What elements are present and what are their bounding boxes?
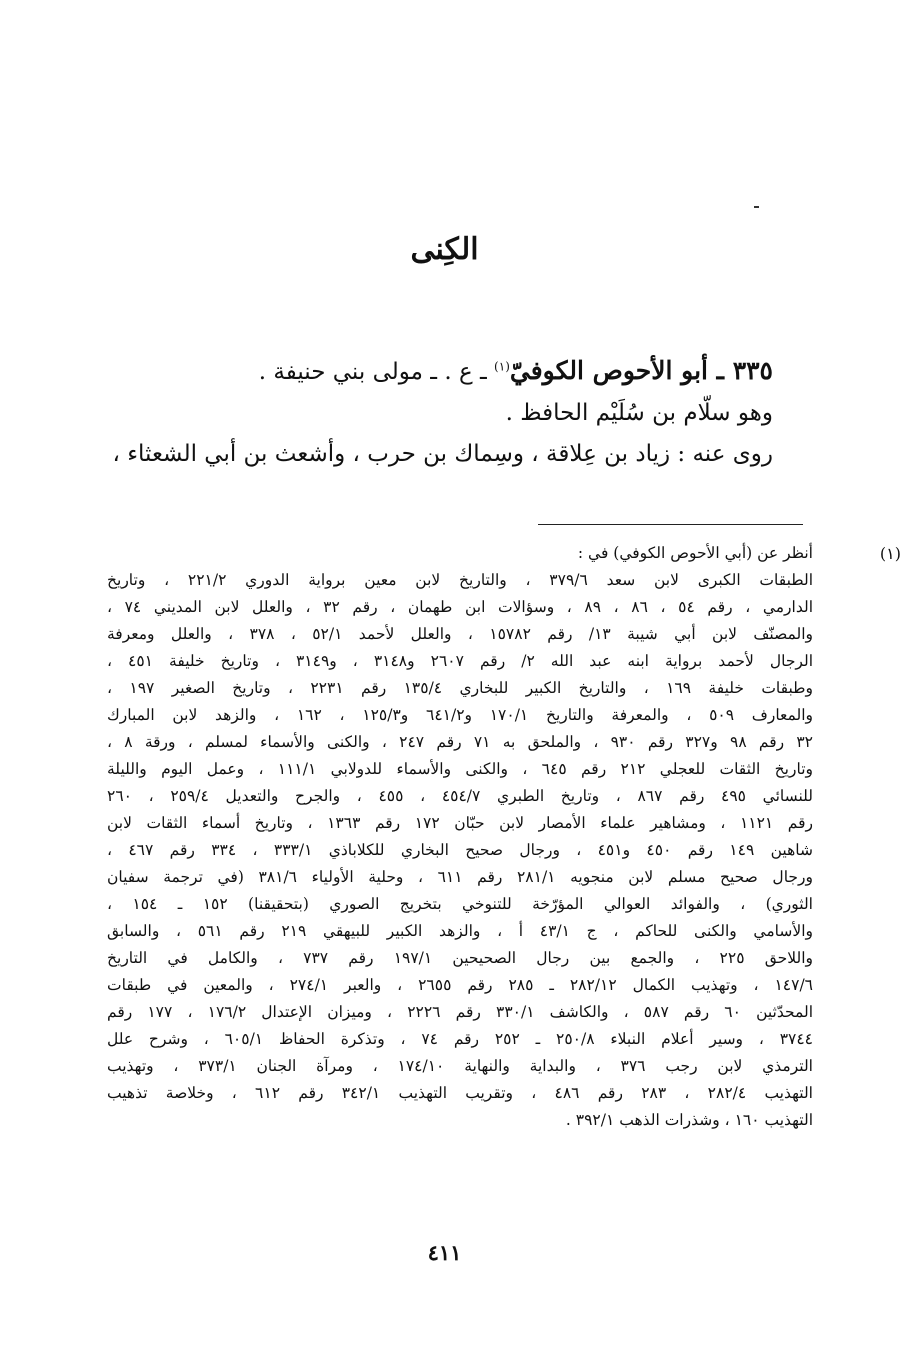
footnote-line: أنظر عن (أبي الأحوص الكوفي) في :: [577, 544, 813, 562]
footnote-line: والأسامي والكنى للحاكم ، ج ٤٣/١ أ ، والزهد الكبير للبيهقي ٢١٩ رقم ٥٦١ ، والسابق: [107, 922, 813, 940]
chapter-title: الكِنى: [410, 232, 479, 267]
footnote-line: المحدّثين ٦٠ رقم ٥٨٧ ، والكاشف ٣٣٠/١ رقم ٢٢٢٦ ، وميزان الإعتدال ١٧٦/٢ ، ١٧٧ رقم: [107, 1003, 813, 1021]
entry-heading-line: [133, 350, 773, 393]
footnote-line: الطبقات الكبرى لابن سعد ٣٧٩/٦ ، والتاريخ لابن معين برواية الدوري ٢٢١/٢ ، وتاريخ: [107, 571, 813, 589]
footnote-line: وتاريخ الثقات للعجلي ٢١٢ رقم ٦٤٥ ، والكنى والأسماء للدولابي ١١١/١ ، وعمل اليوم والليلة: [107, 760, 813, 778]
footnote-line: الترمذي لابن رجب ٣٧٦ ، والبداية والنهاية ١٧٤/١٠ ، ومرآة الجنان ٣٧٣/١ ، وتهذيب: [107, 1057, 813, 1075]
entry-line-3: روى عنه : زياد بن عِلاقة ، وسِماك بن حرب ، وأشعث بن أبي الشعثاء ،: [112, 441, 773, 467]
footnote-reference[interactable]: (١): [494, 359, 510, 374]
footnote-line: الثوري) ، والفوائد العوالي المؤرّخة للتنوخي بتخريج الصوري (بتحقيقنا) ١٥٢ ـ ١٥٤ ،: [107, 895, 813, 913]
footnote-line: التهذيب ٢٨٢/٤ ، ٢٨٣ رقم ٤٨٦ ، وتقريب التهذيب ٣٤٢/١ رقم ٦١٢ ، وخلاصة تذهيب: [107, 1084, 813, 1102]
footnote-line: والمعارف ٥٠٩ ، والمعرفة والتاريخ ١٧٠/١ و٦٤١/٢ و١٢٥/٣ ، ١٦٢ ، والزهد لابن المبارك: [107, 706, 813, 724]
entry-heading: ٣٣٥ ـ أبو الأحوص الكوفيّ: [509, 356, 773, 385]
footnote-separator: [538, 524, 803, 525]
stray-ink-mark: [754, 206, 759, 208]
footnote-line: ورجال صحيح مسلم لابن منجويه ٢٨١/١ رقم ٦١١ ، وحلية الأولياء ٣٨١/٦ (في ترجمة سفيان: [107, 868, 813, 886]
footnote-line: واللاحق ٢٢٥ ، والجمع بين رجال الصحيحين ١٩٧/١ رقم ٧٣٧ ، والكامل في التاريخ: [107, 949, 813, 967]
footnote-line: شاهين ١٤٩ رقم ٤٥٠ و٤٥١ ، ورجال صحيح البخاري للكلاباذي ٣٣٣/١ ، ٣٣٤ رقم ٤٦٧ ،: [107, 841, 813, 859]
entry-heading-rest: ـ ع . ـ مولى بني حنيفة .: [258, 359, 495, 385]
footnote-line: الرجال لأحمد برواية ابنه عبد الله ٢/ رقم ٢٦٠٧ و٣١٤٨ ، و٣١٤٩ ، وتاريخ خليفة ٤٥١ ،: [107, 652, 813, 670]
footnote-block: [107, 540, 901, 1134]
footnote-line: ٣٧٤٤ ، وسير أعلام النبلاء ٢٥٠/٨ ـ ٢٥٢ رقم ٧٤ ، وتذكرة الحفاظ ٦٠٥/١ ، وشرح علل: [107, 1030, 813, 1048]
page-number: ٤١١: [427, 1240, 462, 1265]
footnote-line: والمصنّف لابن أبي شيبة ١٣/ رقم ١٥٧٨٢ ، والعلل لأحمد ٥٢/١ ، ٣٧٨ ، والعلل ومعرفة: [107, 625, 813, 643]
footnote-line: وطبقات خليفة ١٦٩ ، والتاريخ الكبير للبخاري ١٣٥/٤ رقم ٢٢٣١ ، وتاريخ الصغير ١٩٧ ،: [107, 679, 813, 697]
footnote-line: رقم ١١٢١ ، ومشاهير علماء الأمصار لابن حبّان ١٧٢ رقم ١٣٦٣ ، وتاريخ أسماء الثقات لابن: [107, 814, 813, 832]
footnote-line: التهذيب ١٦٠ ، وشذرات الذهب ٣٩٢/١ .: [565, 1111, 813, 1129]
footnote-number: (١): [879, 544, 901, 563]
footnote-line: ٣٢ رقم ٩٨ و٣٢٧ رقم ٩٣٠ ، والملحق به ٧١ رقم ٢٤٧ ، والكنى والأسماء لمسلم ، ورقة ٨ ،: [107, 733, 813, 751]
footnote-lines: [107, 540, 813, 1134]
biography-entry: [112, 350, 773, 475]
footnote-line: للنسائي ٤٩٥ رقم ٨٦٧ ، وتاريخ الطبري ٤٥٤/٧ ، ٤٥٥ ، والجرح والتعديل ٢٥٩/٤ ، ٢٦٠: [107, 787, 813, 805]
footnote-line: ١٤٧/٦ ، وتهذيب الكمال ٢٨٢/١٢ ـ ٢٨٥ رقم ٢٦٥٥ ، والعبر ٢٧٤/١ ، والمعين في طبقات: [107, 976, 813, 994]
footnote-line: الدارمي ، رقم ٥٤ ، ٨٦ ، ٨٩ ، وسؤالات ابن طهمان ، رقم ٣٢ ، والعلل لابن المديني ٧٤ ،: [107, 598, 813, 616]
entry-line-2: وهو سلّام بن سُلَيْم الحافظ .: [505, 400, 773, 426]
